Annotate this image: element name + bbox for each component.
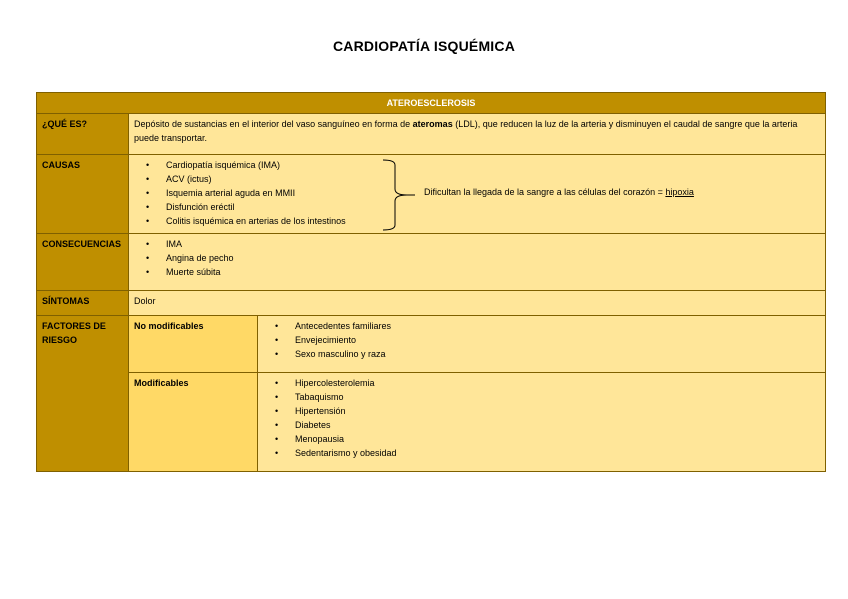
que-es-text-after: (LDL), que reducen la luz de la arteria y disminuyen el caudal de sangre que la arteria puede transportar. [134, 119, 798, 143]
row-consecuencias [37, 234, 826, 291]
causas-wrap [134, 158, 820, 230]
causas-note-text: Dificultan la llegada de la sangre a las células del corazón = [424, 187, 666, 197]
table-header-row [37, 93, 826, 114]
que-es-text-bold: ateromas [412, 119, 453, 129]
row-factores-no-modificables [37, 316, 826, 373]
sintomas-label: SÍNTOMAS [37, 291, 129, 316]
consecuencias-label: CONSECUENCIAS [37, 234, 129, 291]
no-modificables-list [263, 319, 820, 361]
list-item: • Disfunción eréctil [166, 200, 820, 214]
page-title: CARDIOPATÍA ISQUÉMICA [332, 38, 516, 54]
row-factores-modificables [37, 373, 826, 472]
que-es-text [129, 114, 826, 155]
ateroesclerosis-table [36, 92, 826, 472]
que-es-label: ¿QUÉ ES? [37, 114, 129, 155]
list-item: • Menopausia [295, 432, 820, 446]
list-item: • Hipertensión [295, 404, 820, 418]
list-item: • Hipercolesterolemia [295, 376, 820, 390]
list-item: • Angina de pecho [166, 251, 820, 265]
list-item: • Isquemia arterial aguda en MMII [166, 186, 820, 200]
list-item: • Diabetes [295, 418, 820, 432]
list-item: • Antecedentes familiares [295, 319, 820, 333]
no-modificables-content [258, 316, 826, 373]
row-que-es [37, 114, 826, 155]
factores-label: FACTORES DE RIESGO [37, 316, 129, 472]
list-item: • Cardiopatía isquémica (IMA) [166, 158, 820, 172]
causas-note [424, 185, 694, 199]
modificables-list [263, 376, 820, 460]
row-sintomas [37, 291, 826, 316]
consecuencias-list [134, 237, 820, 279]
row-causas [37, 155, 826, 234]
list-item: • IMA [166, 237, 820, 251]
que-es-text-before: Depósito de sustancias en el interior del vaso sanguíneo en forma de [134, 119, 413, 129]
sintomas-text: Dolor [129, 291, 826, 316]
modificables-content [258, 373, 826, 472]
list-item: • Sedentarismo y obesidad [295, 446, 820, 460]
causas-label: CAUSAS [37, 155, 129, 234]
causas-content [129, 155, 826, 234]
list-item: • Colitis isquémica en arterias de los intestinos [166, 214, 820, 228]
consecuencias-content [129, 234, 826, 291]
list-item: • Muerte súbita [166, 265, 820, 279]
list-item: • Sexo masculino y raza [295, 347, 820, 361]
list-item: • Tabaquismo [295, 390, 820, 404]
right-brace-icon [381, 159, 417, 231]
list-item: • ACV (ictus) [166, 172, 820, 186]
list-item: • Envejecimiento [295, 333, 820, 347]
table-header: ATEROESCLEROSIS [37, 93, 826, 114]
hipoxia-text: hipoxia [665, 187, 694, 197]
no-modificables-label: No modificables [129, 316, 258, 373]
modificables-label: Modificables [129, 373, 258, 472]
